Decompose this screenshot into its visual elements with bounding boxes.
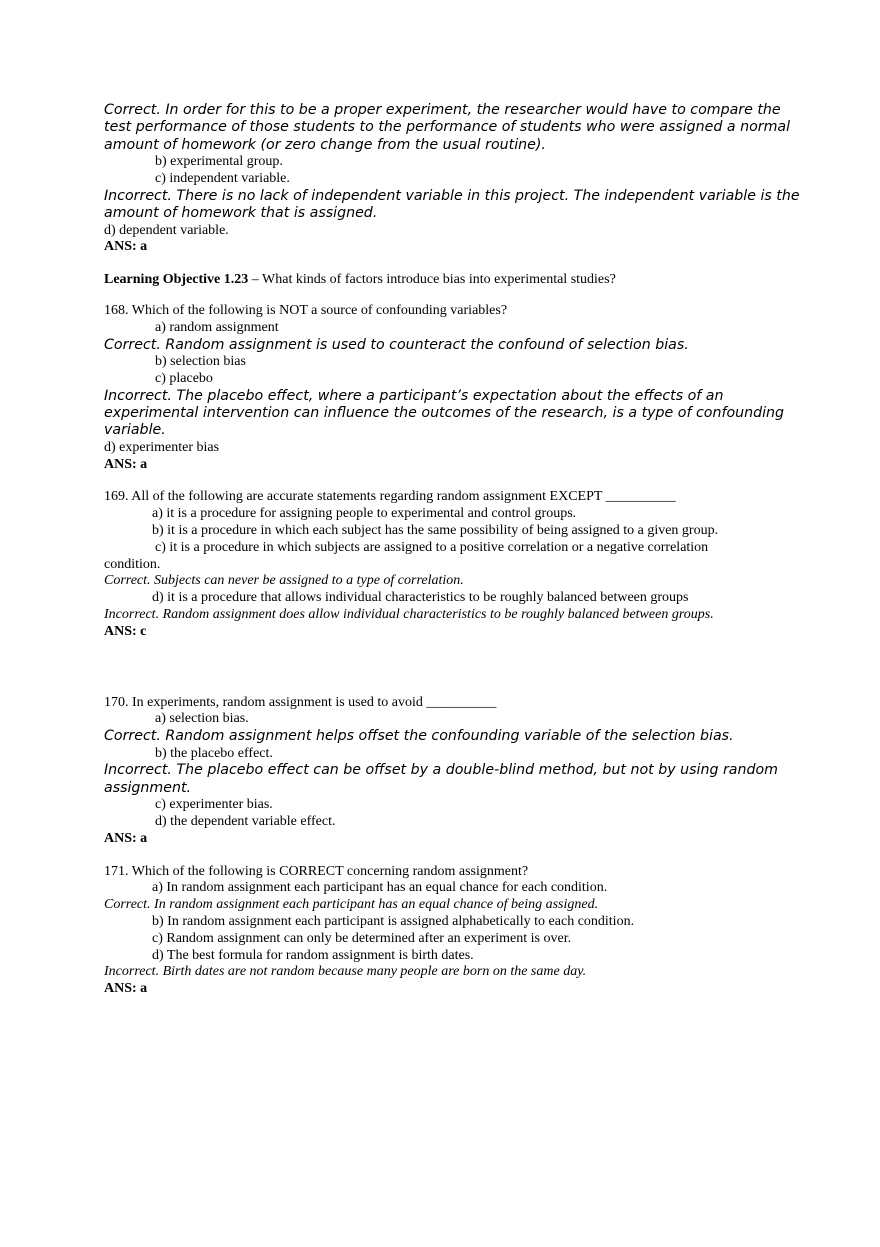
option-d: d) The best formula for random assignment is birth dates. bbox=[152, 947, 474, 963]
option-c: c) Random assignment can only be determined after an experiment is over. bbox=[152, 930, 572, 946]
option-a: a) In random assignment each participant has an equal chance for each condition. bbox=[152, 880, 608, 896]
option-b: b) experimental group. bbox=[155, 154, 283, 170]
option-c-continued: condition. bbox=[104, 556, 161, 572]
option-d: d) it is a procedure that allows individual characteristics to be roughly balanced between groups bbox=[152, 590, 689, 606]
learning-objective-label: Learning Objective 1.23 bbox=[104, 272, 249, 288]
option-a: a) selection bias. bbox=[155, 711, 249, 727]
feedback-incorrect: Incorrect. The placebo effect, where a participant’s expectation about the effects of an experimental intervention can influence the outcomes of the research, is a type of confounding variable. bbox=[104, 387, 785, 439]
option-a: a) random assignment bbox=[155, 319, 279, 335]
answer-key: ANS: c bbox=[104, 623, 147, 639]
feedback-incorrect: Incorrect. Birth dates are not random because many people are born on the same day. bbox=[104, 964, 587, 980]
feedback-incorrect: Incorrect. There is no lack of independent variable in this project. The independent variable is the amount of homework that is assigned. bbox=[104, 187, 800, 222]
question-171 bbox=[104, 864, 804, 998]
feedback-correct: Correct. In order for this to be a proper experiment, the researcher would have to compare the test performance of those students to the performance of students who were assigned a normal amount of homework (or zero change from the usual routine). bbox=[104, 102, 791, 153]
option-c: c) it is a procedure in which subjects are assigned to a positive correlation or a negative correlation bbox=[155, 539, 709, 555]
option-b: b) selection bias bbox=[155, 354, 246, 370]
question-text: 168. Which of the following is NOT a source of confounding variables? bbox=[104, 303, 508, 319]
feedback-incorrect: Incorrect. Random assignment does allow individual characteristics to be roughly balanced between groups. bbox=[104, 607, 714, 622]
question-170 bbox=[104, 695, 804, 848]
feedback-correct: Correct. Subjects can never be assigned to a type of correlation. bbox=[104, 573, 464, 589]
learning-objective bbox=[104, 272, 804, 289]
block-167-continuation bbox=[104, 102, 804, 256]
option-c: c) independent variable. bbox=[155, 171, 290, 187]
answer-key: ANS: a bbox=[104, 456, 148, 472]
question-text: 170. In experiments, random assignment is used to avoid __________ bbox=[104, 694, 497, 710]
option-d: d) the dependent variable effect. bbox=[155, 814, 336, 829]
option-d: d) dependent variable. bbox=[104, 222, 229, 238]
option-c: c) placebo bbox=[155, 370, 213, 386]
option-a: a) it is a procedure for assigning people to experimental and control groups. bbox=[152, 506, 577, 522]
option-c: c) experimenter bias. bbox=[155, 797, 273, 813]
document-page bbox=[104, 102, 804, 998]
question-168 bbox=[104, 303, 804, 473]
question-169 bbox=[104, 489, 804, 640]
option-b: b) it is a procedure in which each subject has the same possibility of being assigned to a given group. bbox=[152, 523, 719, 539]
answer-key: ANS: a bbox=[104, 981, 148, 997]
answer-key: ANS: a bbox=[104, 830, 148, 846]
question-text: 169. All of the following are accurate statements regarding random assignment EXCEPT __________ bbox=[104, 489, 676, 505]
learning-objective-text: – What kinds of factors introduce bias into experimental studies? bbox=[248, 272, 616, 288]
question-text: 171. Which of the following is CORRECT concerning random assignment? bbox=[104, 863, 529, 879]
feedback-correct: Correct. Random assignment helps offset the confounding variable of the selection bias. bbox=[104, 728, 734, 745]
option-b: b) the placebo effect. bbox=[155, 745, 273, 761]
option-b: b) In random assignment each participant is assigned alphabetically to each condition. bbox=[152, 913, 635, 929]
feedback-correct: Correct. Random assignment is used to counteract the confound of selection bias. bbox=[104, 336, 689, 353]
feedback-correct: Correct. In random assignment each participant has an equal chance of being assigned. bbox=[104, 897, 599, 913]
feedback-incorrect: Incorrect. The placebo effect can be offset by a double-blind method, but not by using random assignment. bbox=[104, 762, 778, 796]
answer-key: ANS: a bbox=[104, 239, 148, 255]
option-d: d) experimenter bias bbox=[104, 439, 220, 455]
